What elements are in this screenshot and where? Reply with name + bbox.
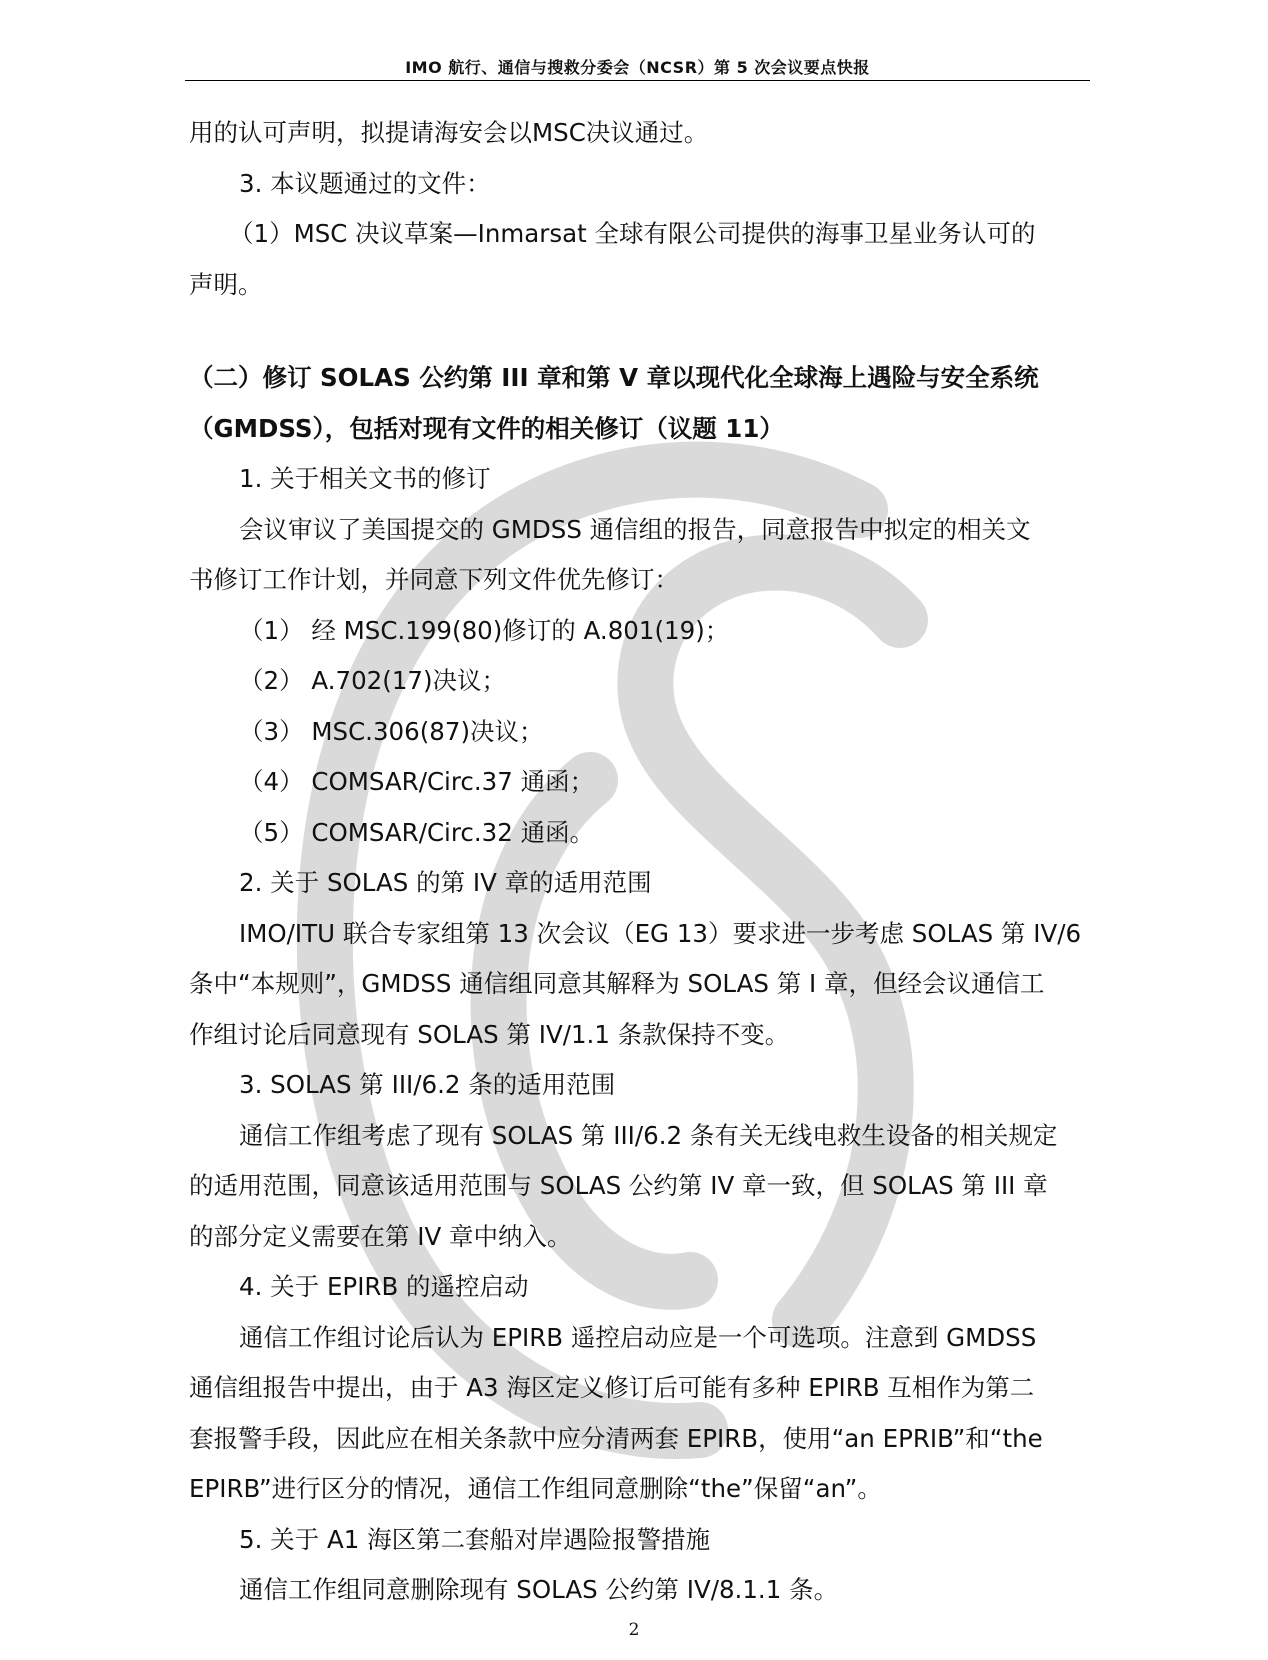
list-item: （1） 经 MSC.199(80)修订的 A.801(19)；: [239, 615, 730, 645]
running-header: [185, 52, 1090, 81]
body-line: 通信工作组考虑了现有 SOLAS 第 III/6.2 条有关无线电救生设备的相关规定: [239, 1120, 1058, 1150]
section-heading: 1. 关于相关文书的修订: [239, 464, 491, 493]
chapter-heading: （GMDSS），包括对现有文件的相关修订（议题 11）: [189, 413, 784, 443]
body-line: 条中“本规则”，GMDSS 通信组同意其解释为 SOLAS 第 I 章，但经会议通信工: [189, 969, 1045, 998]
section-heading: 3. 本议题通过的文件：: [239, 168, 491, 198]
paragraph-gap: [189, 310, 1084, 353]
body-line: 通信工作组讨论后认为 EPIRB 遥控启动应是一个可选项。注意到 GMDSS: [239, 1322, 1037, 1352]
list-item: （3） MSC.306(87)决议；: [239, 716, 544, 746]
body-line: 会议审议了美国提交的 GMDSS 通信组的报告，同意报告中拟定的相关文: [239, 514, 1031, 544]
list-item: （2） A.702(17)决议；: [239, 666, 507, 695]
chapter-heading: （二）修订 SOLAS 公约第 III 章和第 V 章以现代化全球海上遇险与安全系统: [189, 363, 1039, 392]
body-line: 用的认可声明，拟提请海安会以MSC决议通过。: [189, 118, 709, 147]
header-title: IMO 航行、通信与搜救分委会（NCSR）第 5 次会议要点快报: [405, 58, 870, 77]
body-line: 作组讨论后同意现有 SOLAS 第 IV/1.1 条款保持不变。: [189, 1019, 790, 1049]
list-item: （1）MSC 决议草案—Inmarsat 全球有限公司提供的海事卫星业务认可的: [229, 219, 1036, 248]
document-body: [189, 108, 1084, 1616]
body-line: 的部分定义需要在第 IV 章中纳入。: [189, 1221, 572, 1251]
section-heading: 5. 关于 A1 海区第二套船对岸遇险报警措施: [239, 1524, 711, 1554]
section-heading: 2. 关于 SOLAS 的第 IV 章的适用范围: [239, 868, 652, 897]
body-line: 书修订工作计划，并同意下列文件优先修订：: [189, 565, 679, 594]
body-line: IMO/ITU 联合专家组第 13 次会议（EG 13）要求进一步考虑 SOLAS 第 IV/6: [239, 918, 1082, 948]
body-line: 通信工作组同意删除现有 SOLAS 公约第 IV/8.1.1 条。: [239, 1575, 839, 1604]
body-line: 套报警手段，因此应在相关条款中应分清两套 EPIRB，使用“an EPRIB”和“the: [189, 1423, 1043, 1453]
list-item: （4） COMSAR/Circ.37 通函；: [239, 767, 595, 796]
list-item: （5） COMSAR/Circ.32 通函。: [239, 817, 595, 847]
section-heading: 4. 关于 EPIRB 的遥控启动: [239, 1272, 529, 1301]
section-heading: 3. SOLAS 第 III/6.2 条的适用范围: [239, 1070, 616, 1099]
body-line: 的适用范围，同意该适用范围与 SOLAS 公约第 IV 章一致，但 SOLAS 第 III 章: [189, 1171, 1048, 1200]
body-line: 声明。: [189, 269, 263, 299]
body-line: 通信组报告中提出，由于 A3 海区定义修订后可能有多种 EPIRB 互相作为第二: [189, 1373, 1035, 1402]
body-line: EPIRB”进行区分的情况，通信工作组同意删除“the”保留“an”。: [189, 1474, 882, 1503]
page-number: 2: [628, 1620, 640, 1640]
